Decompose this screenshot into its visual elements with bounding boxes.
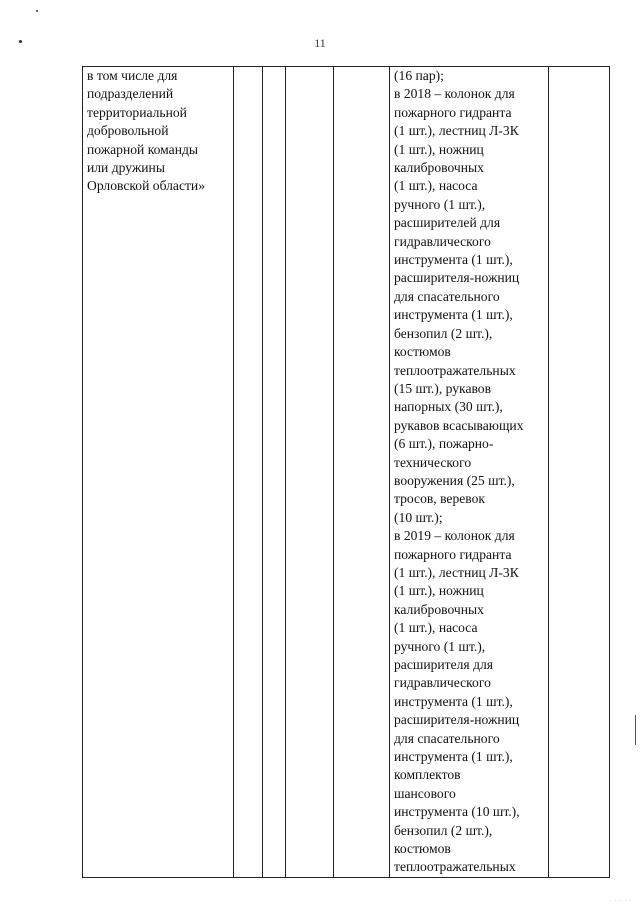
cell-text-line: (6 шт.), пожарно-: [394, 436, 494, 452]
cell-text-line: (1 шт.), ножниц: [394, 141, 484, 157]
cell-text-line: (1 шт.), насоса: [394, 178, 478, 194]
cell-text-line: теплоотражательных: [394, 859, 516, 875]
cell-text-line: напорных (30 шт.),: [394, 399, 503, 415]
cell-text-line: (10 шт.);: [394, 509, 443, 525]
cell-text-line: в 2018 – колонок для: [394, 86, 515, 102]
cell-text-line: тросов, веревок: [394, 491, 486, 507]
cell-text-line: (1 шт.), лестниц Л-3К: [394, 123, 519, 139]
cell-text-line: пожарной команды: [87, 141, 199, 157]
cell-text-line: инструмента (1 шт.),: [394, 693, 513, 709]
cell-text-line: инструмента (1 шт.),: [394, 307, 513, 323]
empty-cell: [286, 67, 334, 878]
cell-text-line: бензопил (2 шт.),: [394, 822, 493, 838]
cell-text-line: расширителей для: [394, 215, 501, 231]
cell-text-line: территориальной: [87, 104, 187, 120]
cell-text-line: пожарного гидранта: [394, 104, 512, 120]
cell-text-line: Орловской области»: [87, 178, 206, 194]
empty-cell: [334, 67, 390, 878]
cell-text-line: бензопил (2 шт.),: [394, 325, 493, 341]
cell-text-line: гидравлического: [394, 675, 491, 691]
document-table: [82, 66, 610, 878]
page-number: 11: [314, 36, 326, 50]
cell-text-line: шансового: [394, 785, 456, 801]
scan-corner-dots: . . . . .: [609, 897, 632, 903]
cell-text-line: калибровочных: [394, 160, 484, 176]
cell-text-line: или дружины: [87, 160, 165, 176]
cell-text-line: для спасательного: [394, 288, 500, 304]
cell-text-line: теплоотражательных: [394, 362, 516, 378]
table-row: [83, 67, 610, 878]
cell-text-line: пожарного гидранта: [394, 546, 512, 562]
cell-text-line: расширителя-ножниц: [394, 270, 520, 286]
cell-text-line: комплектов: [394, 767, 461, 783]
cell-text-line: для спасательного: [394, 730, 500, 746]
cell-text-line: технического: [394, 454, 472, 470]
empty-cell: [263, 67, 286, 878]
cell-text-line: ручного (1 шт.),: [394, 638, 486, 654]
cell-text-line: (1 шт.), лестниц Л-3К: [394, 564, 519, 580]
cell-text-line: гидравлического: [394, 233, 491, 249]
cell-text-line: расширителя-ножниц: [394, 712, 520, 728]
empty-cell: [234, 67, 263, 878]
cell-text-line: рукавов всасывающих: [394, 417, 524, 433]
cell-text-line: (1 шт.), ножниц: [394, 583, 484, 599]
cell-text-line: расширителя для: [394, 657, 494, 672]
cell-text-line: в 2019 – колонок для: [394, 528, 515, 544]
cell-text-line: (16 пар);: [394, 68, 444, 83]
cell-text-line: калибровочных: [394, 601, 484, 617]
scan-edge-mark: [635, 715, 636, 745]
cell-text-line: (15 шт.), рукавов: [394, 380, 492, 396]
cell-text-line: добровольной: [87, 123, 169, 139]
cell-text-line: в том числе для: [87, 68, 178, 83]
cell-text-line: костюмов: [394, 841, 451, 857]
scan-speck: [36, 10, 38, 12]
cell-text-line: подразделений: [87, 86, 174, 102]
cell-text-line: инструмента (10 шт.),: [394, 804, 520, 820]
equipment-description-cell: [390, 67, 549, 878]
cell-text-line: инструмента (1 шт.),: [394, 252, 513, 268]
cell-text-line: вооружения (25 шт.),: [394, 472, 515, 488]
cell-text-line: (1 шт.), насоса: [394, 620, 478, 636]
cell-text-line: ручного (1 шт.),: [394, 196, 486, 212]
cell-text-line: костюмов: [394, 344, 451, 360]
cell-text-line: инструмента (1 шт.),: [394, 749, 513, 765]
empty-cell: [549, 67, 610, 878]
program-name-cell: [83, 67, 234, 878]
